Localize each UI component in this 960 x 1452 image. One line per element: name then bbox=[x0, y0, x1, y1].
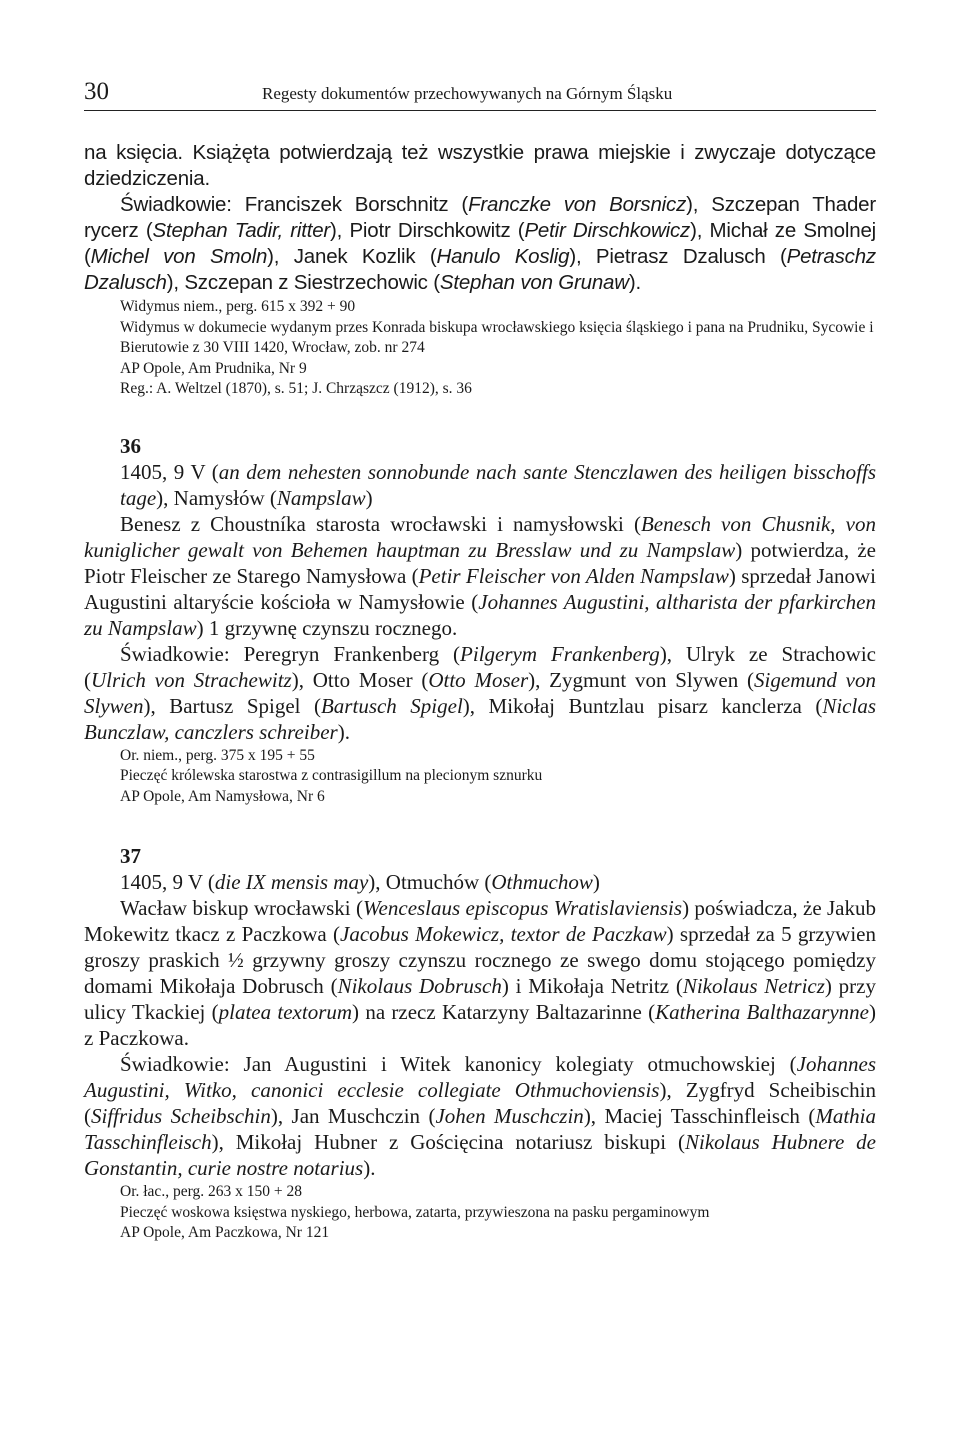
running-title: Regesty dokumentów przechowywanych na Górnym Śląsku bbox=[262, 84, 673, 103]
note-line: AP Opole, Am Namysłowa, Nr 6 bbox=[120, 787, 325, 805]
entry-summary: Wacław biskup wrocławski (Wenceslaus episcopus Wratislaviensis) poświadcza, że Jakub Mokewitz tkacz z Paczkowa (Jacobus Mokewicz, textor de Paczkaw) sprzedał za 5 grzywien groszy praskich ½ grzywny groszy czynszu rocznego ze swego domu stojącego pomiędzy domami Mikołaja Dobrusch (Nikolaus Dobrusch) i Mikołaja Netritz (Nikolaus Netricz) przy ulicy Tkackiej (platea textorum) na rzecz Katarzyny Baltazarinne (Katherina Balthazarynne) z Paczkowa. bbox=[84, 896, 877, 1050]
entry-36 bbox=[84, 433, 876, 808]
note-line: Widymus w dokumecie wydanym przes Konrada biskupa wrocławskiego księcia śląskiego i pana na Prudniku, Sycowie i Bierutowie z 30 VIII 1420, Wrocław, zob. nr 274 bbox=[120, 318, 874, 356]
entry-dateline: 1405, 9 V (an dem nehesten sonnobunde nach sante Stenczlawen des heiligen bisschoffs tage), Namysłów (Nampslaw) bbox=[120, 459, 876, 510]
note-line: Pieczęć królewska starostwa z contrasigillum na plecionym sznurku bbox=[120, 767, 543, 784]
entry-witnesses: Świadkowie: Jan Augustini i Witek kanonicy kolegiaty otmuchowskiej (Johannes Augustini, Witko, canonici ecclesie collegiate Othmuchoviensis), Zygfryd Scheibischin (Siffridus Scheibschin), Jan Muschczin (Johen Muschczin), Maciej Tasschinfleisch (Mathia Tasschinfleisch), Mikołaj Hubner z Gościęcina notariusz biskupi (Nikolaus Hubnere de Gonstantin, curie nostre notarius). bbox=[84, 1052, 877, 1180]
entry-number: 36 bbox=[120, 433, 141, 458]
note-line: Or. niem., perg. 375 x 195 + 55 bbox=[120, 746, 315, 764]
note-line: AP Opole, Am Paczkowa, Nr 121 bbox=[120, 1224, 330, 1241]
entry-number: 37 bbox=[120, 844, 141, 868]
note-line: AP Opole, Am Prudnika, Nr 9 bbox=[120, 359, 307, 377]
archival-notes bbox=[84, 297, 876, 400]
entry-summary: Benesz z Choustníka starosta wrocławski i namysłowski (Benesch von Chusnik, von kuniglicher gewalt von Behemen hauptman zu Bresslaw und zu Nampslaw) potwierdza, że Piotr Fleischer ze Starego Namysłowa (Petir Fleischer von Alden Nampslaw) sprzedał Janowi Augustini altaryście kościoła w Namysłowie (Johannes Augustini, altharista der pfarkirchen zu Nampslaw) 1 grzywnę czynszu rocznego. bbox=[84, 511, 876, 640]
entry-dateline: 1405, 9 V (die IX mensis may), Otmuchów (Othmuchow) bbox=[120, 870, 600, 894]
note-line: Or. łac., perg. 263 x 150 + 28 bbox=[120, 1183, 302, 1200]
note-line: Pieczęć woskowa księstwa nyskiego, herbowa, zatarta, przywieszona na pasku pergaminowym bbox=[120, 1203, 710, 1221]
note-line: Reg.: A. Weltzel (1870), s. 51; J. Chrząszcz (1912), s. 36 bbox=[120, 380, 472, 397]
previous-entry-continuation bbox=[84, 140, 876, 400]
page-header bbox=[84, 78, 876, 111]
entry-37 bbox=[84, 843, 876, 1244]
archival-notes bbox=[84, 746, 876, 808]
note-line: Widymus niem., perg. 615 x 392 + 90 bbox=[120, 298, 356, 315]
entry-witnesses: Świadkowie: Peregryn Frankenberg (Pilgerym Frankenberg), Ulryk ze Strachowic (Ulrich von Strachewitz), Otto Moser (Otto Moser), Zygmunt von Slywen (Sigemund von Slywen), Bartusz Spigel (Bartusch Spigel), Mikołaj Buntzlau pisarz kanclerza (Niclas Bunczlaw, canczlers schreiber). bbox=[84, 641, 876, 744]
page-content bbox=[84, 140, 876, 1244]
continuation-paragraph: na księcia. Książęta potwierdzają też wszystkie prawa miejskie i zwyczaje dotyczące dziedziczenia. bbox=[84, 141, 876, 190]
page-number: 30 bbox=[84, 78, 109, 105]
witnesses-paragraph: Świadkowie: Franciszek Borschnitz (Franczke von Borsnicz), Szczepan Thader rycerz (Stephan Tadir, ritter), Piotr Dirschkowitz (Petir Dirschkowicz), Michał ze Smolnej (Michel von Smoln), Janek Kozlik (Hanulo Koslig), Pietrasz Dzalusch (Petraschz Dzalusch), Szczepan z Siestrzechowic (Stephan von Grunaw). bbox=[84, 193, 876, 294]
archival-notes bbox=[84, 1182, 876, 1244]
